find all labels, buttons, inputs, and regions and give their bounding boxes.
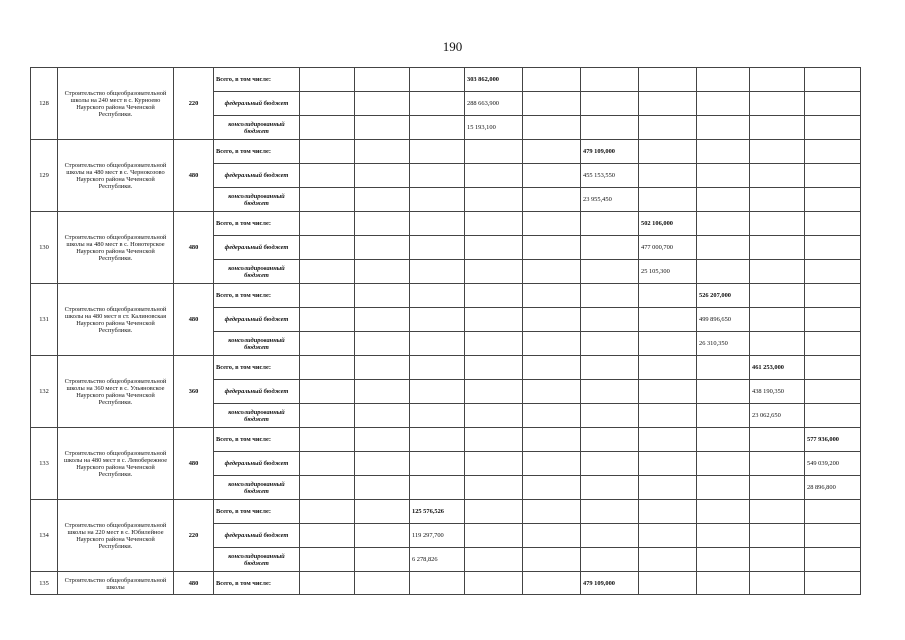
empty-cell xyxy=(523,500,581,524)
empty-cell xyxy=(300,284,355,308)
empty-cell xyxy=(639,452,697,476)
empty-cell xyxy=(750,116,805,140)
empty-cell xyxy=(639,476,697,500)
empty-cell xyxy=(300,428,355,452)
object-name: Строительство общеобразовательной школы xyxy=(58,572,174,595)
empty-cell xyxy=(523,260,581,284)
empty-cell xyxy=(355,332,410,356)
empty-cell xyxy=(581,500,639,524)
page-number: 190 xyxy=(442,39,463,54)
empty-cell xyxy=(300,404,355,428)
empty-cell xyxy=(697,212,750,236)
empty-cell xyxy=(523,380,581,404)
empty-cell xyxy=(639,164,697,188)
empty-cell xyxy=(465,428,523,452)
empty-cell xyxy=(805,548,861,572)
funding-source-label: консолидированный бюджет xyxy=(214,260,300,284)
empty-cell xyxy=(805,284,861,308)
empty-cell xyxy=(697,428,750,452)
empty-cell xyxy=(465,212,523,236)
empty-cell xyxy=(465,236,523,260)
empty-cell xyxy=(697,380,750,404)
empty-cell xyxy=(523,92,581,116)
object-name: Строительство общеобразовательной школы на 480 мест в с. Левобережное Наурского района Чеченской Республики. xyxy=(58,428,174,500)
empty-cell xyxy=(465,380,523,404)
empty-cell xyxy=(300,308,355,332)
funding-source-label: федеральный бюджет xyxy=(214,236,300,260)
row-number: 131 xyxy=(31,284,58,356)
empty-cell xyxy=(355,428,410,452)
empty-cell xyxy=(300,188,355,212)
table-row xyxy=(31,572,861,595)
empty-cell xyxy=(697,236,750,260)
empty-cell xyxy=(465,404,523,428)
empty-cell xyxy=(581,428,639,452)
empty-cell xyxy=(410,308,465,332)
empty-cell xyxy=(355,308,410,332)
empty-cell xyxy=(410,356,465,380)
amount-cell: 23 062,650 xyxy=(750,404,805,428)
amount-cell: 119 297,700 xyxy=(410,524,465,548)
empty-cell xyxy=(300,236,355,260)
empty-cell xyxy=(465,500,523,524)
empty-cell xyxy=(805,356,861,380)
object-name: Строительство общеобразовательной школы на 480 мест в с. Новотерское Наурского района Чеченской Республики. xyxy=(58,212,174,284)
object-name: Строительство общеобразовательной школы на 240 мест в с. Курноево Наурского района Чеченской Республики. xyxy=(58,68,174,140)
empty-cell xyxy=(697,524,750,548)
empty-cell xyxy=(805,404,861,428)
funding-source-label: федеральный бюджет xyxy=(214,524,300,548)
empty-cell xyxy=(300,212,355,236)
funding-source-label: консолидированный бюджет xyxy=(214,548,300,572)
empty-cell xyxy=(750,524,805,548)
empty-cell xyxy=(355,380,410,404)
empty-cell xyxy=(639,380,697,404)
funding-source-label: Всего, в том числе: xyxy=(214,212,300,236)
empty-cell xyxy=(465,284,523,308)
empty-cell xyxy=(410,572,465,595)
empty-cell xyxy=(750,188,805,212)
empty-cell xyxy=(750,308,805,332)
capacity-cell: 480 xyxy=(174,428,214,500)
amount-cell: 6 278,826 xyxy=(410,548,465,572)
empty-cell xyxy=(410,212,465,236)
empty-cell xyxy=(750,140,805,164)
amount-cell: 477 000,700 xyxy=(639,236,697,260)
empty-cell xyxy=(523,476,581,500)
empty-cell xyxy=(300,500,355,524)
funding-source-label: Всего, в том числе: xyxy=(214,572,300,595)
empty-cell xyxy=(465,476,523,500)
capacity-cell: 220 xyxy=(174,500,214,572)
funding-source-label: Всего, в том числе: xyxy=(214,140,300,164)
object-name: Строительство общеобразовательной школы на 480 мест в ст. Калиновская Наурского района Чеченской Республики. xyxy=(58,284,174,356)
empty-cell xyxy=(639,404,697,428)
empty-cell xyxy=(581,284,639,308)
empty-cell xyxy=(523,404,581,428)
empty-cell xyxy=(581,68,639,92)
empty-cell xyxy=(639,428,697,452)
amount-cell: 502 106,000 xyxy=(639,212,697,236)
empty-cell xyxy=(523,236,581,260)
empty-cell xyxy=(523,68,581,92)
empty-cell xyxy=(410,332,465,356)
empty-cell xyxy=(523,548,581,572)
empty-cell xyxy=(581,524,639,548)
empty-cell xyxy=(523,572,581,595)
empty-cell xyxy=(639,92,697,116)
empty-cell xyxy=(581,356,639,380)
empty-cell xyxy=(750,500,805,524)
empty-cell xyxy=(300,524,355,548)
empty-cell xyxy=(581,92,639,116)
table-row xyxy=(31,284,861,308)
capacity-cell: 220 xyxy=(174,68,214,140)
empty-cell xyxy=(697,68,750,92)
empty-cell xyxy=(355,452,410,476)
empty-cell xyxy=(581,308,639,332)
empty-cell xyxy=(465,548,523,572)
empty-cell xyxy=(805,380,861,404)
empty-cell xyxy=(750,548,805,572)
empty-cell xyxy=(581,236,639,260)
funding-source-label: консолидированный бюджет xyxy=(214,476,300,500)
capacity-cell: 480 xyxy=(174,140,214,212)
empty-cell xyxy=(300,356,355,380)
empty-cell xyxy=(465,188,523,212)
empty-cell xyxy=(410,188,465,212)
empty-cell xyxy=(639,548,697,572)
empty-cell xyxy=(697,572,750,595)
empty-cell xyxy=(300,140,355,164)
empty-cell xyxy=(523,428,581,452)
empty-cell xyxy=(639,500,697,524)
empty-cell xyxy=(355,212,410,236)
empty-cell xyxy=(697,500,750,524)
funding-source-label: федеральный бюджет xyxy=(214,308,300,332)
funding-source-label: Всего, в том числе: xyxy=(214,500,300,524)
empty-cell xyxy=(805,332,861,356)
empty-cell xyxy=(410,404,465,428)
amount-cell: 25 105,300 xyxy=(639,260,697,284)
empty-cell xyxy=(355,500,410,524)
empty-cell xyxy=(465,332,523,356)
empty-cell xyxy=(410,452,465,476)
empty-cell xyxy=(697,188,750,212)
empty-cell xyxy=(639,356,697,380)
empty-cell xyxy=(465,308,523,332)
empty-cell xyxy=(300,332,355,356)
empty-cell xyxy=(410,68,465,92)
empty-cell xyxy=(355,140,410,164)
row-number: 130 xyxy=(31,212,58,284)
empty-cell xyxy=(750,164,805,188)
empty-cell xyxy=(805,92,861,116)
empty-cell xyxy=(355,164,410,188)
empty-cell xyxy=(355,236,410,260)
empty-cell xyxy=(410,260,465,284)
object-name: Строительство общеобразовательной школы на 360 мест в с. Ульяновское Наурского района Чеченской Республики. xyxy=(58,356,174,428)
empty-cell xyxy=(805,500,861,524)
empty-cell xyxy=(697,356,750,380)
empty-cell xyxy=(523,332,581,356)
empty-cell xyxy=(581,548,639,572)
empty-cell xyxy=(523,188,581,212)
empty-cell xyxy=(805,212,861,236)
empty-cell xyxy=(300,476,355,500)
empty-cell xyxy=(697,404,750,428)
funding-source-label: федеральный бюджет xyxy=(214,452,300,476)
empty-cell xyxy=(805,260,861,284)
empty-cell xyxy=(355,572,410,595)
empty-cell xyxy=(750,332,805,356)
empty-cell xyxy=(639,572,697,595)
amount-cell: 15 193,100 xyxy=(465,116,523,140)
empty-cell xyxy=(750,452,805,476)
empty-cell xyxy=(410,284,465,308)
empty-cell xyxy=(523,284,581,308)
funding-source-label: Всего, в том числе: xyxy=(214,428,300,452)
empty-cell xyxy=(410,164,465,188)
empty-cell xyxy=(523,452,581,476)
amount-cell: 303 862,000 xyxy=(465,68,523,92)
empty-cell xyxy=(750,476,805,500)
empty-cell xyxy=(300,548,355,572)
empty-cell xyxy=(639,308,697,332)
empty-cell xyxy=(697,260,750,284)
empty-cell xyxy=(805,116,861,140)
empty-cell xyxy=(465,260,523,284)
amount-cell: 23 955,450 xyxy=(581,188,639,212)
amount-cell: 125 576,526 xyxy=(410,500,465,524)
funding-source-label: федеральный бюджет xyxy=(214,92,300,116)
empty-cell xyxy=(805,524,861,548)
empty-cell xyxy=(750,260,805,284)
empty-cell xyxy=(355,524,410,548)
empty-cell xyxy=(697,116,750,140)
amount-cell: 455 153,550 xyxy=(581,164,639,188)
table-row xyxy=(31,212,861,236)
amount-cell: 288 663,900 xyxy=(465,92,523,116)
row-number: 133 xyxy=(31,428,58,500)
empty-cell xyxy=(581,476,639,500)
amount-cell: 28 896,800 xyxy=(805,476,861,500)
row-number: 128 xyxy=(31,68,58,140)
empty-cell xyxy=(410,380,465,404)
funding-source-label: Всего, в том числе: xyxy=(214,356,300,380)
empty-cell xyxy=(300,164,355,188)
row-number: 134 xyxy=(31,500,58,572)
empty-cell xyxy=(805,572,861,595)
empty-cell xyxy=(805,68,861,92)
empty-cell xyxy=(465,356,523,380)
empty-cell xyxy=(410,428,465,452)
amount-cell: 549 039,200 xyxy=(805,452,861,476)
empty-cell xyxy=(465,140,523,164)
empty-cell xyxy=(697,92,750,116)
row-number: 129 xyxy=(31,140,58,212)
empty-cell xyxy=(355,284,410,308)
amount-cell: 577 936,000 xyxy=(805,428,861,452)
empty-cell xyxy=(639,68,697,92)
table-row xyxy=(31,140,861,164)
empty-cell xyxy=(639,140,697,164)
empty-cell xyxy=(465,572,523,595)
empty-cell xyxy=(581,452,639,476)
empty-cell xyxy=(465,524,523,548)
empty-cell xyxy=(410,236,465,260)
empty-cell xyxy=(355,404,410,428)
amount-cell: 526 207,000 xyxy=(697,284,750,308)
table-row xyxy=(31,428,861,452)
empty-cell xyxy=(639,116,697,140)
empty-cell xyxy=(639,188,697,212)
empty-cell xyxy=(465,164,523,188)
empty-cell xyxy=(697,548,750,572)
empty-cell xyxy=(300,572,355,595)
empty-cell xyxy=(300,260,355,284)
capacity-cell: 480 xyxy=(174,572,214,595)
empty-cell xyxy=(355,476,410,500)
empty-cell xyxy=(581,404,639,428)
empty-cell xyxy=(300,92,355,116)
empty-cell xyxy=(750,572,805,595)
empty-cell xyxy=(750,236,805,260)
empty-cell xyxy=(300,380,355,404)
funding-source-label: федеральный бюджет xyxy=(214,380,300,404)
empty-cell xyxy=(805,308,861,332)
empty-cell xyxy=(750,68,805,92)
empty-cell xyxy=(355,116,410,140)
amount-cell: 499 896,650 xyxy=(697,308,750,332)
empty-cell xyxy=(697,164,750,188)
empty-cell xyxy=(523,212,581,236)
empty-cell xyxy=(410,116,465,140)
empty-cell xyxy=(750,284,805,308)
empty-cell xyxy=(523,356,581,380)
capacity-cell: 480 xyxy=(174,212,214,284)
empty-cell xyxy=(300,116,355,140)
empty-cell xyxy=(639,524,697,548)
empty-cell xyxy=(581,380,639,404)
empty-cell xyxy=(581,332,639,356)
table-row xyxy=(31,500,861,524)
empty-cell xyxy=(355,260,410,284)
empty-cell xyxy=(410,140,465,164)
amount-cell: 438 190,350 xyxy=(750,380,805,404)
object-name: Строительство общеобразовательной школы на 220 мест в с. Юбилейное Наурского района Чеченской Республики. xyxy=(58,500,174,572)
amount-cell: 479 109,000 xyxy=(581,140,639,164)
row-number: 132 xyxy=(31,356,58,428)
empty-cell xyxy=(805,188,861,212)
empty-cell xyxy=(581,260,639,284)
empty-cell xyxy=(300,452,355,476)
funding-source-label: консолидированный бюджет xyxy=(214,116,300,140)
funding-source-label: консолидированный бюджет xyxy=(214,404,300,428)
empty-cell xyxy=(410,476,465,500)
empty-cell xyxy=(750,428,805,452)
budget-table xyxy=(30,67,861,595)
empty-cell xyxy=(355,68,410,92)
empty-cell xyxy=(805,236,861,260)
empty-cell xyxy=(523,308,581,332)
empty-cell xyxy=(750,92,805,116)
table-row xyxy=(31,356,861,380)
table-row xyxy=(31,68,861,92)
empty-cell xyxy=(355,548,410,572)
empty-cell xyxy=(300,68,355,92)
empty-cell xyxy=(355,356,410,380)
empty-cell xyxy=(750,212,805,236)
amount-cell: 26 310,350 xyxy=(697,332,750,356)
empty-cell xyxy=(805,164,861,188)
row-number: 135 xyxy=(31,572,58,595)
empty-cell xyxy=(523,140,581,164)
object-name: Строительство общеобразовательной школы на 480 мест в с. Чернокозово Наурского района Чеченской Республики. xyxy=(58,140,174,212)
empty-cell xyxy=(355,92,410,116)
empty-cell xyxy=(523,524,581,548)
empty-cell xyxy=(581,212,639,236)
capacity-cell: 360 xyxy=(174,356,214,428)
empty-cell xyxy=(410,92,465,116)
empty-cell xyxy=(523,164,581,188)
funding-source-label: федеральный бюджет xyxy=(214,164,300,188)
empty-cell xyxy=(697,140,750,164)
funding-source-label: Всего, в том числе: xyxy=(214,284,300,308)
funding-source-label: консолидированный бюджет xyxy=(214,188,300,212)
empty-cell xyxy=(805,140,861,164)
budget-table-body xyxy=(31,68,861,595)
empty-cell xyxy=(697,476,750,500)
empty-cell xyxy=(523,116,581,140)
empty-cell xyxy=(639,284,697,308)
capacity-cell: 480 xyxy=(174,284,214,356)
funding-source-label: Всего, в том числе: xyxy=(214,68,300,92)
empty-cell xyxy=(465,452,523,476)
empty-cell xyxy=(697,452,750,476)
amount-cell: 479 109,000 xyxy=(581,572,639,595)
empty-cell xyxy=(355,188,410,212)
amount-cell: 461 253,000 xyxy=(750,356,805,380)
empty-cell xyxy=(581,116,639,140)
funding-source-label: консолидированный бюджет xyxy=(214,332,300,356)
empty-cell xyxy=(639,332,697,356)
